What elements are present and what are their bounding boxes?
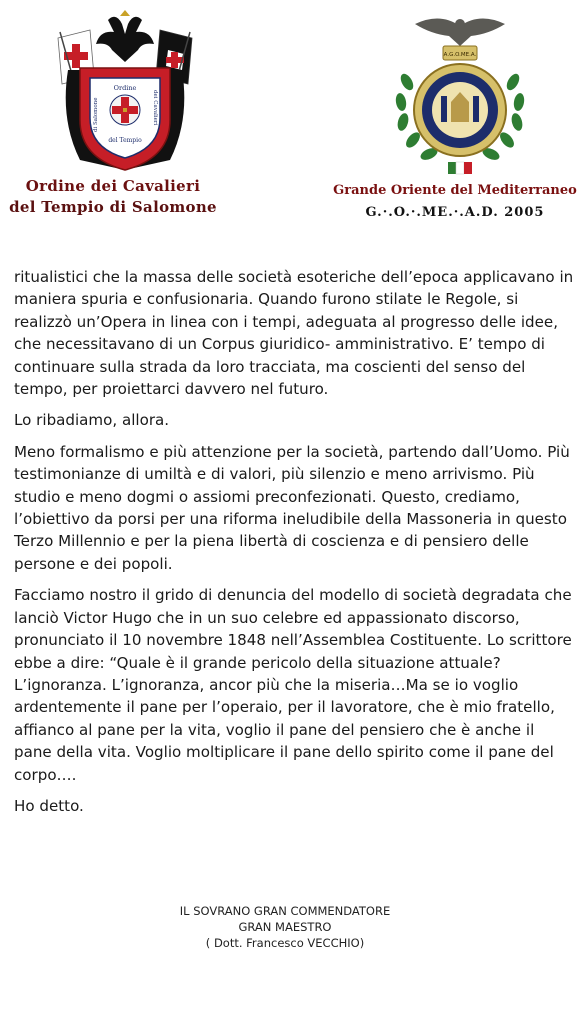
paragraph: Ho detto.	[14, 796, 84, 815]
document-body	[14, 266, 574, 826]
templar-cross-icon	[110, 95, 140, 125]
paragraph: Facciamo nostro il grido di denuncia del modello di società degradata che lanciò Victor Hugo che in un suo celebre ed appassionato discorso, pronunciato il 10 novembre 1848 nell’Assemblea Costituente. Lo scrittore ebbe a dire: “Quale è il grande pericolo della situazione attuale? L’ignoranza. L’ignoranza, ancor più che la miseria…Ma se io voglio ardentemente il pane per l’operaio, per il lavoratore, che è mio fratello, affianco al pane per la vita, voglio il pane del pensiero che è anche il pane della vita. Voglio moltiplicare il pane dello spirito come il pane del corpo….	[14, 586, 572, 784]
right-logo-caption	[330, 180, 580, 224]
signature-title: IL SOVRANO GRAN COMMENDATORE	[179, 904, 391, 918]
paragraph: Meno formalismo e più attenzione per la società, partendo dall’Uomo. Più testimonianze di umiltà e di valori, più silenzio e meno arrivismo. Più studio e meno dogmi o assiomi preconfezionati. Questo, crediamo, l’obiettivo da porsi per una riforma ineludibile della Massoneria in questo Terzo Millennio e per la piena libertà di coscienza e di pensiero delle persone e dei popoli.	[14, 442, 570, 573]
paragraph: Lo ribadiamo, allora.	[14, 411, 170, 430]
signature-name: ( Dott. Francesco VECCHIO)	[205, 936, 365, 950]
paragraph: ritualistici che la massa delle società esoteriche dell’epoca applicavano in maniera spuria e confusionaria. Quando furono stilate le Regole, si realizzò un’Opera in linea con i tempi, adeguata al progresso delle idee, che necessitavano di un Corpus giuridico- amministrativo. E’ tempo di continuare sulla strada da loro tracciata, ma coscienti del senso del tempo, per proiettarci davvero nel futuro.	[14, 268, 574, 399]
lodge-name: Grande Oriente del Mediterraneo	[333, 183, 577, 198]
eagle-icon	[415, 18, 505, 46]
pillars-icon	[441, 92, 479, 122]
templar-shield-logo	[50, 10, 200, 175]
signature-role: GRAN MAESTRO	[238, 920, 332, 934]
svg-text:del Tempio: del Tempio	[108, 137, 142, 144]
lodge-abbreviation: G.·.O.·.ME.·.A.D. 2005	[365, 205, 545, 220]
letterhead	[0, 0, 588, 230]
svg-text:dei Cavalieri: dei Cavalieri	[152, 90, 158, 126]
italian-flag-ribbon	[448, 162, 472, 174]
signature-block	[150, 903, 420, 951]
svg-text:Ordine: Ordine	[113, 84, 137, 92]
svg-text:A.G.O.ME.A.: A.G.O.ME.A.	[443, 52, 477, 58]
left-logo-caption	[8, 176, 218, 218]
grand-orient-seal-logo	[385, 12, 535, 177]
order-name-line2: del Tempio di Salomone	[9, 198, 217, 216]
svg-text:di Salomone: di Salomone	[93, 97, 99, 132]
order-name-line1: Ordine dei Cavalieri	[25, 177, 201, 195]
double-headed-eagle-icon	[96, 10, 154, 62]
